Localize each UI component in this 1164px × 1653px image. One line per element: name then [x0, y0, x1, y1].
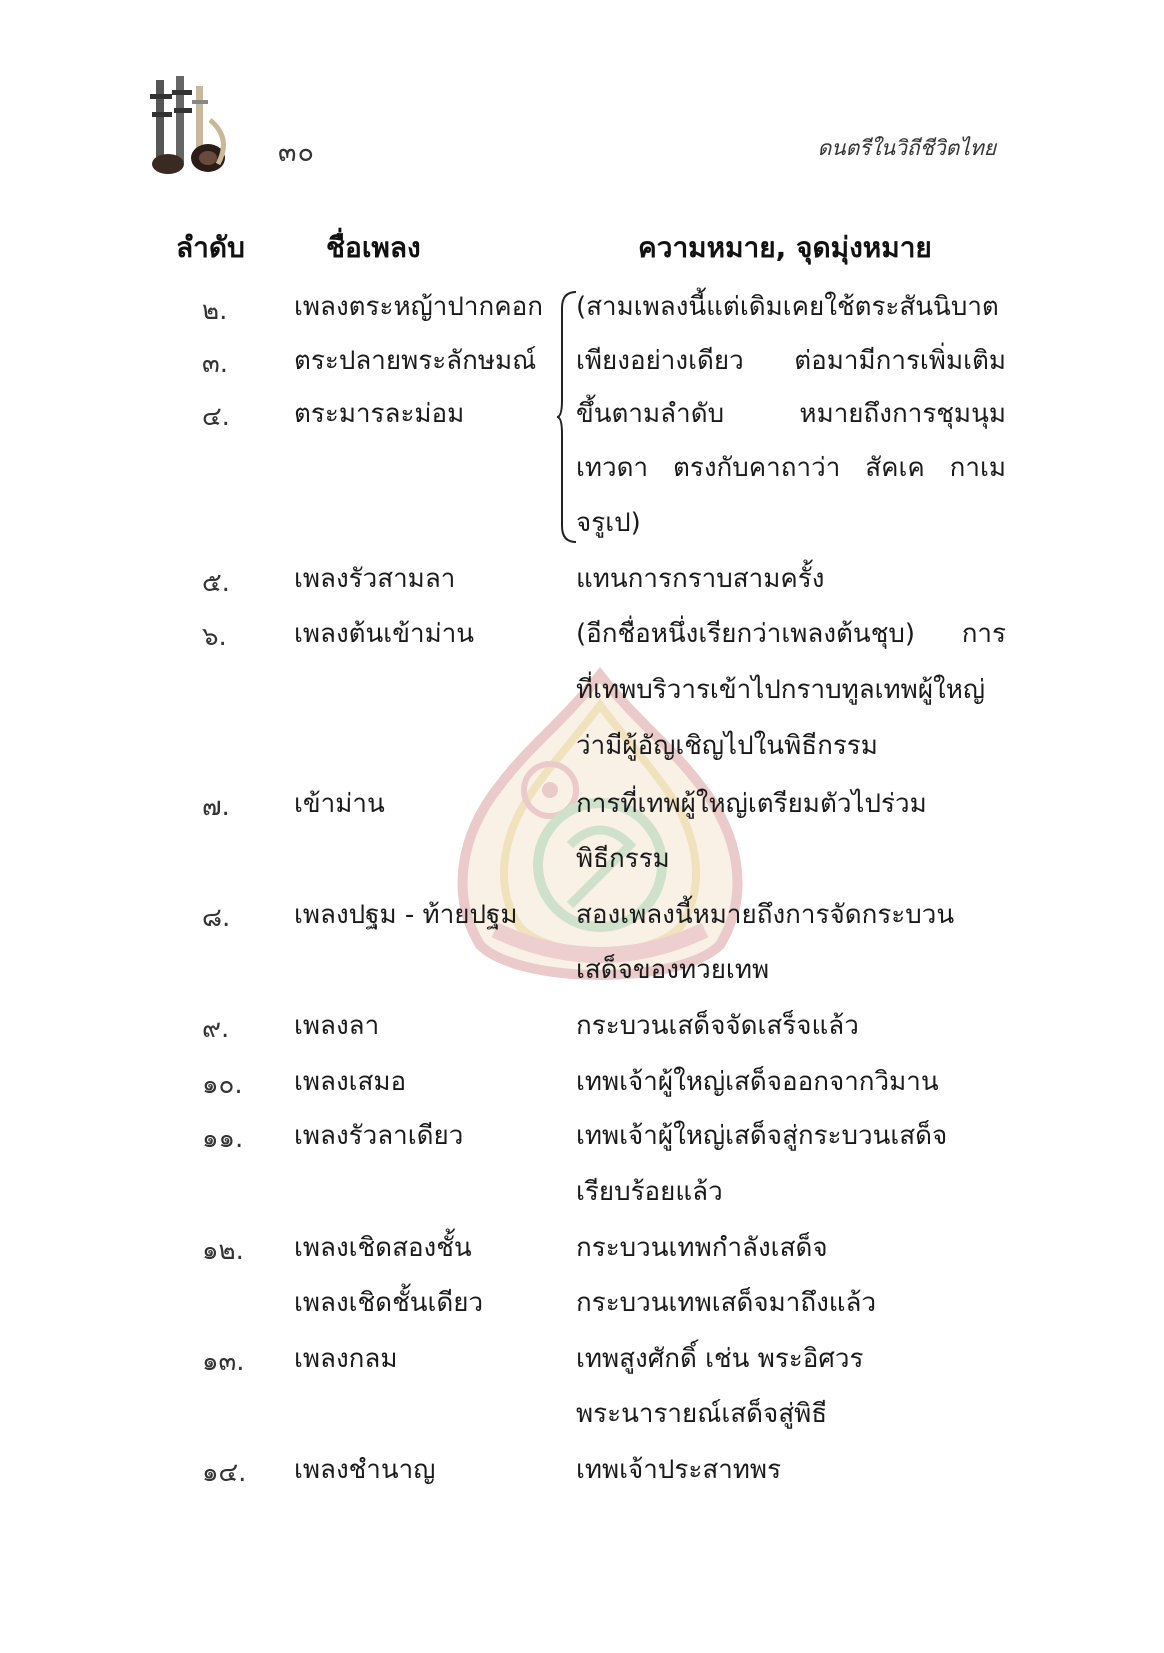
meaning-line: (อีกชื่อหนึ่งเรียกว่าเพลงต้นชุบ) การ — [576, 619, 1006, 649]
ministry-emblem-watermark-icon — [440, 665, 760, 995]
meaning-line: จรูเป) — [576, 508, 641, 538]
song-name: เพลงต้นเข้าม่าน — [294, 619, 475, 649]
song-name: เพลงปฐม - ท้ายปฐม — [294, 900, 518, 930]
meaning-line: สองเพลงนี้หมายถึงการจัดกระบวน — [576, 900, 955, 930]
song-name: เข้าม่าน — [294, 789, 385, 819]
meaning-line: เทพเจ้าผู้ใหญ่เสด็จออกจากวิมาน — [576, 1067, 939, 1097]
meaning-line: เทพเจ้าประสาทพร — [576, 1455, 782, 1485]
meaning-line: ที่เทพบริวารเข้าไปกราบทูลเทพผู้ใหญ่ — [576, 675, 986, 705]
meaning-line: พระนารายณ์เสด็จสู่พิธี — [576, 1399, 828, 1429]
meaning-line: แทนการกราบสามครั้ง — [576, 564, 825, 594]
song-name: เพลงลา — [294, 1011, 380, 1041]
row-number: ๗. — [202, 792, 230, 822]
song-name: เพลงเสมอ — [294, 1067, 407, 1097]
page-number: ๓๐ — [278, 137, 315, 168]
column-header-order: ลำดับ — [176, 231, 245, 264]
song-name: ตระปลายพระลักษมณ์ — [294, 346, 537, 376]
row-number: ๔. — [202, 402, 230, 432]
meaning-line: กระบวนเทพเสด็จมาถึงแล้ว — [576, 1288, 877, 1318]
row-number: ๒. — [202, 296, 228, 326]
song-name: เพลงรัวลาเดียว — [294, 1121, 464, 1151]
song-name: เพลงกลม — [294, 1344, 398, 1374]
row-number: ๑๑. — [202, 1124, 244, 1154]
row-number: ๓. — [202, 349, 229, 379]
column-header-meaning: ความหมาย, จุดมุ่งหมาย — [638, 231, 932, 264]
column-header-song-name: ชื่อเพลง — [326, 231, 421, 264]
row-number: ๘. — [202, 903, 231, 933]
book-title: ดนตรีในวิถีชีวิตไทย — [817, 136, 996, 160]
meaning-line: การที่เทพผู้ใหญ่เตรียมตัวไปร่วม — [576, 789, 927, 819]
song-name: เพลงเชิดสองชั้น — [294, 1233, 472, 1263]
meaning-line: ขึ้นตามลำดับ หมายถึงการชุมนุม — [576, 399, 1006, 429]
meaning-line: เสด็จของทวยเทพ — [576, 955, 770, 985]
row-number: ๕. — [202, 568, 230, 598]
song-name: เพลงตระหญ้าปากคอก — [294, 292, 543, 322]
meaning-line: กระบวนเสด็จจัดเสร็จแล้ว — [576, 1011, 859, 1041]
meaning-line: พิธีกรรม — [576, 844, 670, 874]
meaning-line: ว่ามีผู้อัญเชิญไปในพิธีกรรม — [576, 731, 878, 761]
meaning-line: เพียงอย่างเดียว ต่อมามีการเพิ่มเติม — [576, 346, 1006, 376]
row-number: ๙. — [202, 1014, 230, 1044]
song-name: เพลงรัวสามลา — [294, 564, 456, 594]
song-name: ตระมารละม่อม — [294, 399, 465, 429]
meaning-line: เรียบร้อยแล้ว — [576, 1177, 723, 1207]
song-name: เพลงเชิดชั้นเดียว — [294, 1288, 484, 1318]
song-name: เพลงชำนาญ — [294, 1455, 436, 1485]
meaning-line: เทพเจ้าผู้ใหญ่เสด็จสู่กระบวนเสด็จ — [576, 1121, 948, 1151]
row-number: ๑๐. — [202, 1070, 243, 1100]
meaning-line: เทวดา ตรงกับคาถาว่า สัคเค กาเม — [576, 453, 1006, 483]
row-number: ๑๒. — [202, 1236, 244, 1266]
row-number: ๑๓. — [202, 1347, 245, 1377]
meaning-line: กระบวนเทพกำลังเสด็จ — [576, 1233, 828, 1263]
thai-fiddle-logo-icon — [148, 72, 258, 182]
row-number: ๖. — [202, 622, 227, 652]
row-number: ๑๔. — [202, 1458, 247, 1488]
meaning-line: เทพสูงศักดิ์ เช่น พระอิศวร — [576, 1344, 864, 1374]
meaning-line: (สามเพลงนี้แต่เดิมเคยใช้ตระสันนิบาต — [576, 292, 999, 322]
